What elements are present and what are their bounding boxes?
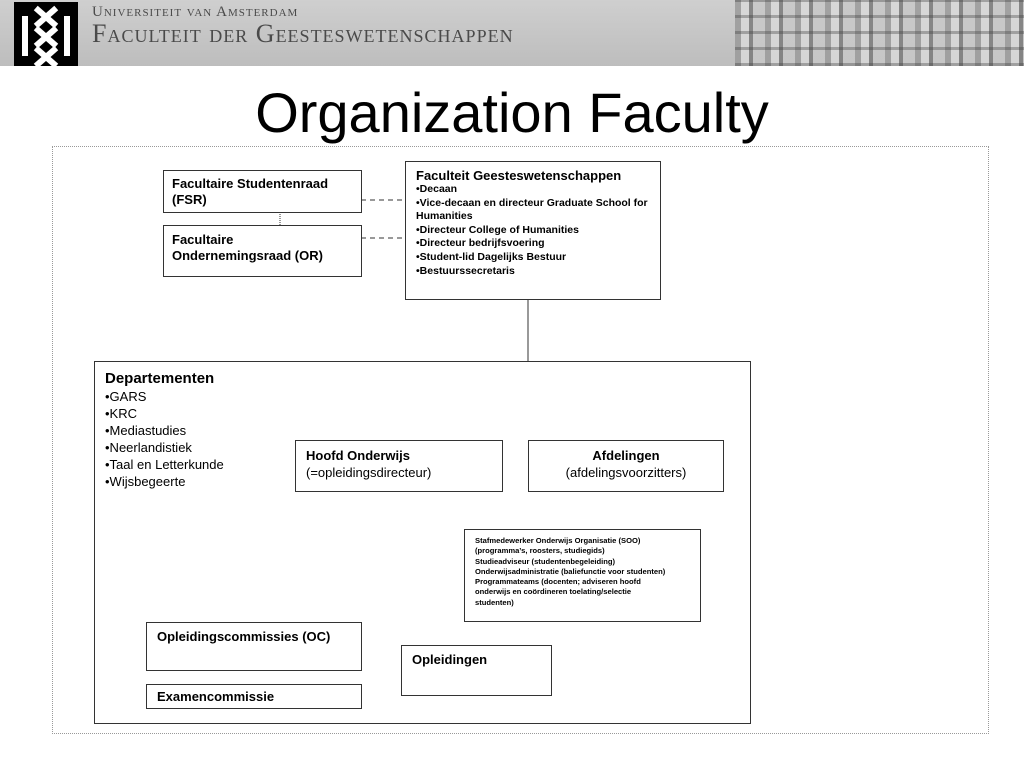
faculty-board-item: •Bestuurssecretaris xyxy=(416,264,515,277)
afdelingen-box xyxy=(528,440,724,492)
faculty-board-item: •Student-lid Dagelijks Bestuur xyxy=(416,250,567,263)
department-item: •GARS xyxy=(105,389,147,404)
fsr-label: Facultaire Studentenraad (FSR) xyxy=(172,176,329,207)
opleidingen-box xyxy=(401,645,552,696)
university-name: Universiteit van Amsterdam xyxy=(92,4,299,20)
hoofd-onderwijs-heading: Hoofd Onderwijs xyxy=(306,448,410,463)
afdelingen-sub: (afdelingsvoorzitters) xyxy=(565,465,687,480)
faculty-board-item: •Directeur bedrijfsvoering xyxy=(416,237,545,250)
staff-box xyxy=(464,529,701,622)
staff-line: (programma’s, roosters, studiegids) xyxy=(475,546,605,556)
examencommissie-box xyxy=(146,684,362,709)
staff-line: onderwijs en coördineren toelating/selectie xyxy=(475,587,632,597)
staff-line: Stafmedewerker Onderwijs Organisatie (SOO) xyxy=(475,536,641,545)
department-item: •Neerlandistiek xyxy=(105,440,192,455)
faculty-board-item: •Vice-decaan en directeur Graduate School for Humanities xyxy=(416,196,648,223)
examencommissie-label: Examencommissie xyxy=(157,689,275,704)
faculty-board-heading: Faculteit Geesteswetenschappen xyxy=(416,168,622,183)
opleidingscommissies-label: Opleidingscommissies (OC) xyxy=(157,629,331,644)
faculty-board-item: •Decaan xyxy=(416,183,458,195)
staff-line: studenten) xyxy=(475,597,514,607)
departments-heading: Departementen xyxy=(105,370,215,387)
department-item: •Mediastudies xyxy=(105,423,187,438)
page-title: Organization Faculty xyxy=(255,81,769,144)
fsr-box xyxy=(163,170,362,213)
afdelingen-heading: Afdelingen xyxy=(592,448,660,463)
faculty-name: Faculteit der Geesteswetenschappen xyxy=(92,19,514,48)
staff-line: Programmateams (docenten; adviseren hoofd xyxy=(475,577,641,587)
faculty-board-box xyxy=(405,161,661,300)
or-box xyxy=(163,225,362,277)
staff-line: Onderwijsadministratie (baliefunctie voor studenten) xyxy=(475,566,666,576)
hoofd-onderwijs-sub: (=opleidingsdirecteur) xyxy=(306,465,432,480)
opleidingscommissies-box xyxy=(146,622,362,671)
or-label: Facultaire Ondernemingsraad (OR) xyxy=(172,232,323,263)
staff-line: Studieadviseur (studentenbegeleiding) xyxy=(475,556,616,566)
department-item: •KRC xyxy=(105,406,137,421)
department-item: •Taal en Letterkunde xyxy=(105,457,224,472)
hoofd-onderwijs-box xyxy=(295,440,503,492)
faculty-board-item: •Directeur College of Humanities xyxy=(416,223,579,236)
department-item: •Wijsbegeerte xyxy=(105,474,186,489)
opleidingen-label: Opleidingen xyxy=(412,652,488,667)
